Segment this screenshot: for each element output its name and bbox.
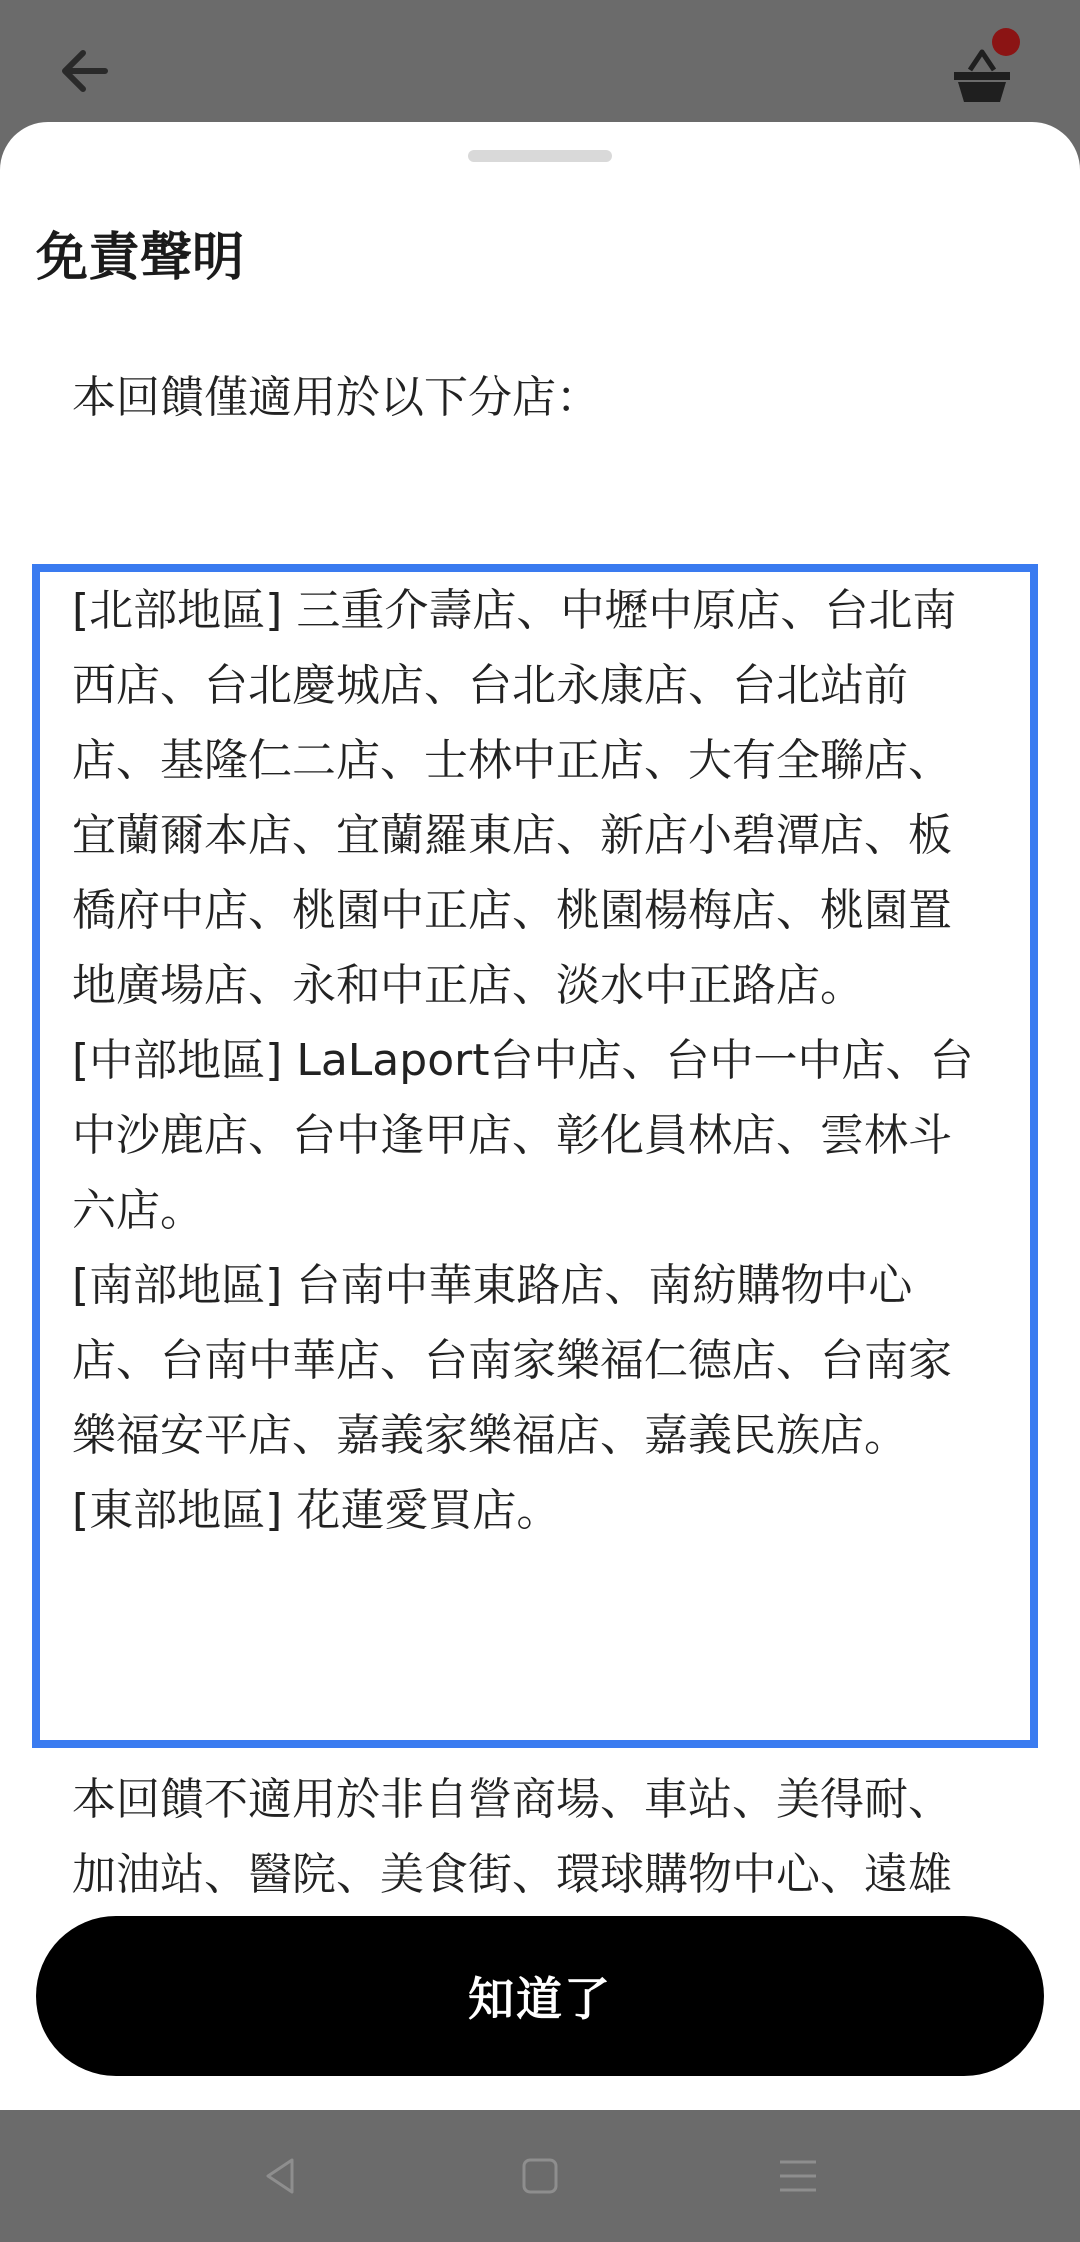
back-button[interactable] [50,36,120,106]
nav-menu-button[interactable] [758,2136,838,2216]
region-south: [南部地區] 台南中華東路店、南紡購物中心店、台南中華店、台南家樂福仁德店、台南家樂福安平店、嘉義家樂福店、嘉義民族店。 [72,1260,952,1461]
disclaimer-bottom-sheet [0,122,1080,2110]
drag-handle[interactable] [468,150,612,162]
nav-home-button[interactable] [500,2136,580,2216]
nav-back-button[interactable] [240,2136,320,2216]
cart-button[interactable] [948,36,1028,112]
region-central: [中部地區] LaLaport台中店、台中一中店、台中沙鹿店、台中逢甲店、彰化員林店、雲林斗六店。 [72,1035,974,1236]
exclusion-text: 本回饋不適用於非自營商場、車站、美得耐、加油站、醫院、美食街、環球購物中心、遠雄 [72,1774,952,1900]
nav-menu-icon [776,2154,820,2198]
confirm-button[interactable]: 知道了 [36,1916,1044,2076]
system-nav-bar [0,2110,1080,2242]
region-east: [東部地區] 花蓮愛買店。 [72,1485,561,1536]
nav-home-icon [518,2154,562,2198]
intro-text: 本回饋僅適用於以下分店： [72,372,600,423]
disclaimer-content[interactable] [0,360,1080,1972]
arrow-left-icon [57,43,113,99]
nav-back-icon [258,2154,302,2198]
top-app-bar [0,0,1080,130]
sheet-title: 免責聲明 [36,228,245,288]
store-region-list [72,573,992,1548]
region-north: [北部地區] 三重介壽店、中壢中原店、台北南西店、台北慶城店、台北永康店、台北站前店、基隆仁二店、士林中正店、大有全聯店、宜蘭爾本店、宜蘭羅東店、新店小碧潭店、板橋府中店、桃園中正店、桃園楊梅店、桃園置地廣場店、永和中正店、淡水中正路店。 [72,585,957,1011]
cart-badge [992,28,1020,56]
